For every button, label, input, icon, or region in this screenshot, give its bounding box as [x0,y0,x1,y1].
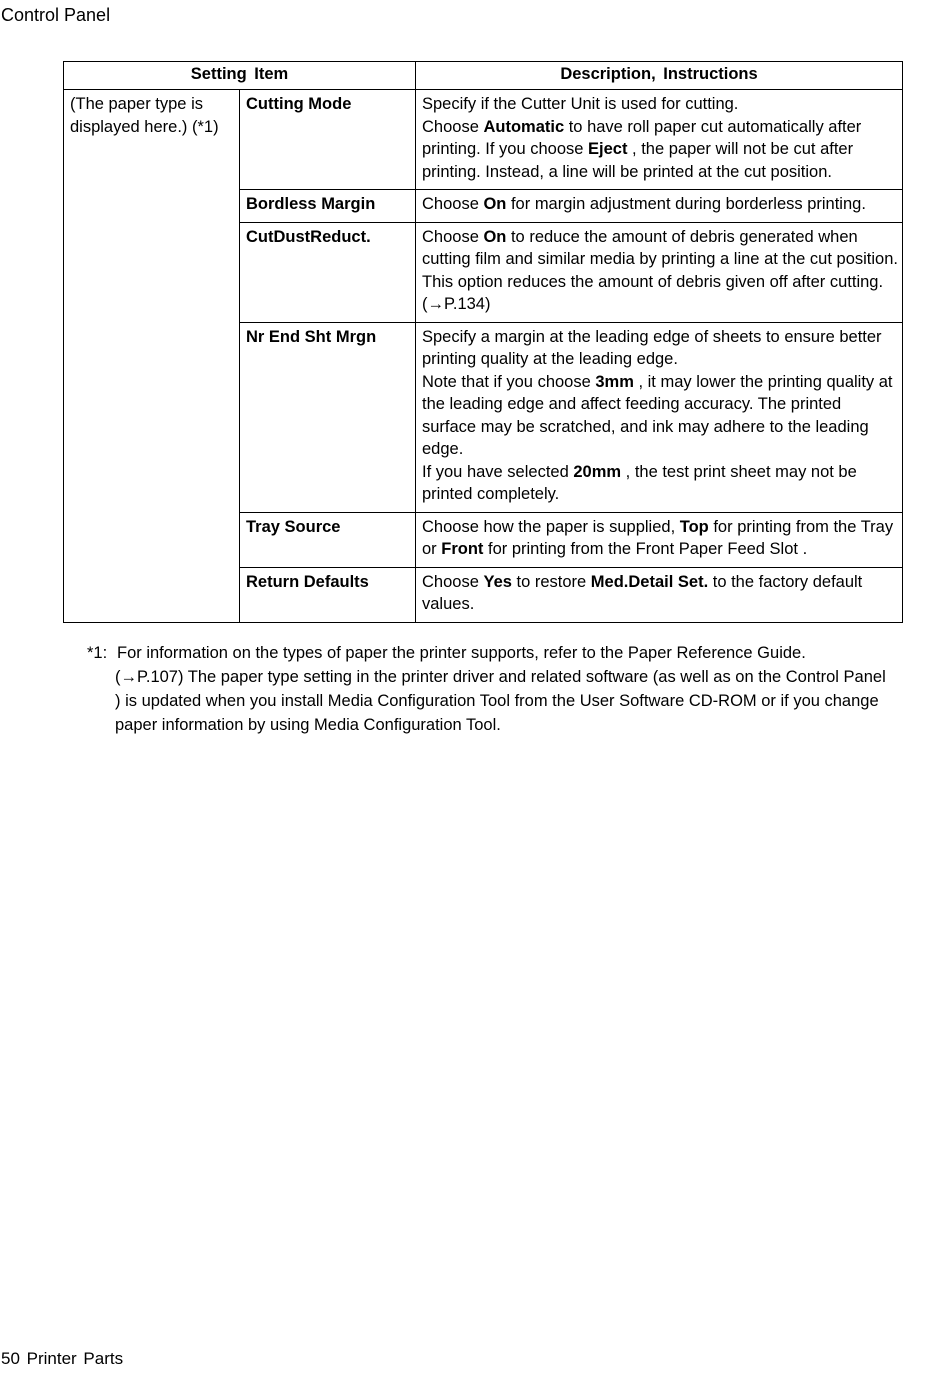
header-setting-item: Setting Item [64,62,416,90]
table-row [64,90,903,190]
description-text: to restore [511,572,591,591]
description-text: Choose how the paper is supplied, [422,517,680,536]
description-paragraph [422,571,898,616]
description-paragraph [422,93,898,116]
footnote [87,641,887,737]
setting-item-name: Bordless Margin [240,190,416,223]
description-text: Note that if you choose [422,372,596,391]
description-text: Specify if the Cutter Unit is used for cutting. [422,95,739,113]
description-paragraph [422,516,898,561]
description-text: to reduce the amount of debris generated when cutting film and similar media by printing a line at the cut position. This option reduces the amount of debris given off after cutting. (→P.134) [422,227,898,313]
setting-value-emphasis: Med.Detail Set. [590,572,709,591]
description-text: , the paper will not be cut after printing. Instead, a line will be printed at the cut position. [422,140,854,181]
setting-value-emphasis: On [483,195,507,213]
description-text: Choose [422,227,484,246]
description-text: , it may lower the printing quality at the leading edge and affect feeding accuracy. The printed surface may be scratched, and ink may adhere to the leading edge. [422,372,893,458]
paper-type-group-label: (The paper type is displayed here.) (*1) [64,90,240,623]
setting-value-emphasis: Yes [483,572,512,591]
description-paragraph [422,371,898,461]
setting-description [416,512,903,567]
description-text: to the factory default values. [422,572,863,613]
table-body [64,90,903,623]
description-text: for margin adjustment during borderless printing. [506,195,866,213]
description-text: Choose [422,572,484,591]
running-header-section-title: Control Panel [1,5,111,25]
setting-value-emphasis: 20mm [573,462,622,481]
description-text: for printing from the Tray or [422,517,894,558]
description-paragraph [422,116,898,184]
header-description: Description, Instructions [416,62,903,90]
setting-item-name: Nr End Sht Mrgn [240,322,416,512]
setting-description [416,322,903,512]
description-text: Choose [422,117,484,136]
description-text: Choose [422,195,484,213]
description-paragraph [422,226,898,316]
description-text: to have roll paper cut automatically after printing. If you choose [422,117,862,158]
footnote-first-line: For information on the types of paper the printer supports, refer to the Paper Reference Guide. [117,644,806,662]
setting-item-name: Tray Source [240,512,416,567]
footnote-continuation: (→P.107) The paper type setting in the printer driver and related software (as well as on the Control Panel ) is updated when you install Media Configuration Tool from the User Software CD-ROM or if you change paper information by using Media Configuration Tool. [115,668,886,734]
description-paragraph [422,193,898,216]
setting-description [416,567,903,622]
setting-item-name: Cutting Mode [240,90,416,190]
setting-value-emphasis: Eject [588,140,628,158]
setting-value-emphasis: Automatic [483,117,565,136]
setting-description [416,90,903,190]
description-text: , the test print sheet may not be printed completely. [422,462,857,503]
setting-description [416,190,903,223]
setting-item-name: CutDustReduct. [240,222,416,322]
setting-value-emphasis: Front [441,540,484,558]
footnote-marker: *1: [87,644,108,662]
description-text: If you have selected [422,462,574,481]
description-paragraph [422,461,898,506]
setting-value-emphasis: 3mm [595,372,634,391]
description-text: Specify a margin at the leading edge of sheets to ensure better printing quality at the leading edge. [422,327,882,368]
setting-description [416,222,903,322]
page-footer: 50 Printer Parts [1,1349,124,1368]
setting-item-name: Return Defaults [240,567,416,622]
description-paragraph [422,326,898,371]
setting-value-emphasis: On [483,227,507,246]
setting-value-emphasis: Top [679,517,709,536]
table-header-row [64,62,903,90]
settings-table [63,61,903,623]
description-text: for printing from the Front Paper Feed Slot . [483,540,808,558]
